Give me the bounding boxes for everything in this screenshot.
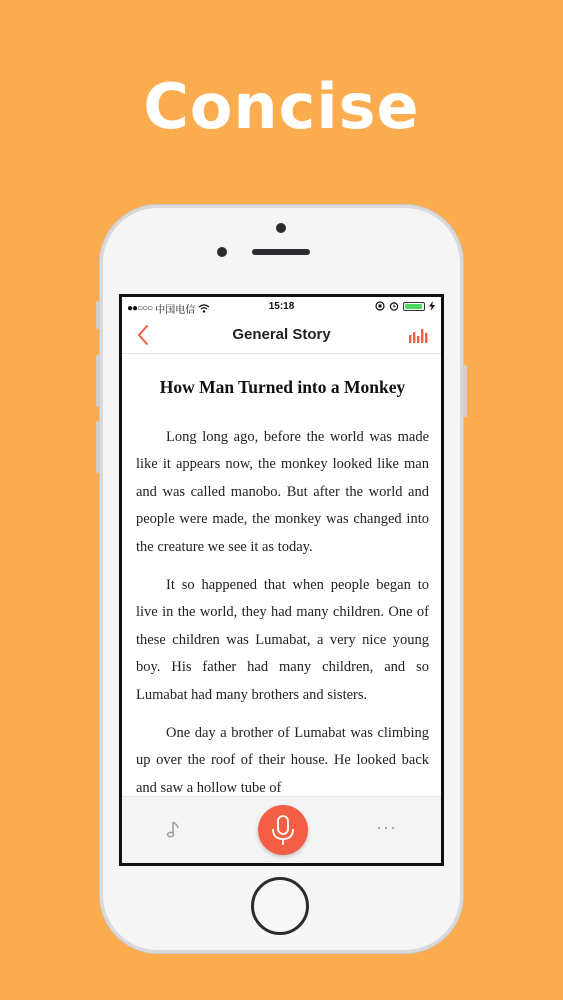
carrier-name: 中国电信 [155,305,196,316]
story-paragraph: It so happened that when people began to live in the world, they had many children. One of these children was Lumabat, a very nice young boy. His father had many children, and so Lumabat had many brothers and sisters. [136,577,429,703]
story-paragraph: Long long ago, before the world was made like it appears now, the monkey looked like man and was called manobo. But after the world and people were made, the monkey was changed into the creature we see it as today. [136,429,429,555]
nav-title: General Story [232,326,331,343]
orientation-lock-icon [375,301,385,311]
record-button[interactable] [258,805,308,855]
more-icon[interactable]: ··· [376,817,397,837]
story-paragraph: One day a brother of Lumabat was climbing up over the roof of their house. He looked back and saw a hollow tube of [136,725,429,796]
volume-up-button [96,355,100,407]
phone-frame [100,205,463,953]
battery-icon [403,302,425,311]
power-button [463,365,467,417]
status-time: 15:18 [268,301,295,312]
bar-chart-icon[interactable] [409,327,429,343]
charging-icon [429,301,435,311]
status-bar [122,297,441,317]
alarm-icon [389,301,399,311]
proximity-sensor [217,247,227,257]
volume-down-button [96,421,100,473]
bottom-toolbar [122,796,441,863]
story-title: How Man Turned into a Monkey [159,377,406,397]
microphone-icon [258,805,308,855]
earpiece-speaker [252,249,310,255]
promo-headline: Concise [143,70,420,143]
home-button[interactable] [251,877,309,935]
nav-bar [122,317,441,354]
music-note-icon[interactable] [166,819,182,839]
app-screen [119,294,444,866]
mute-switch [96,301,100,329]
story-content [136,377,429,813]
signal-strength-icon: ●●○○○ [127,303,153,314]
front-camera [276,223,286,233]
